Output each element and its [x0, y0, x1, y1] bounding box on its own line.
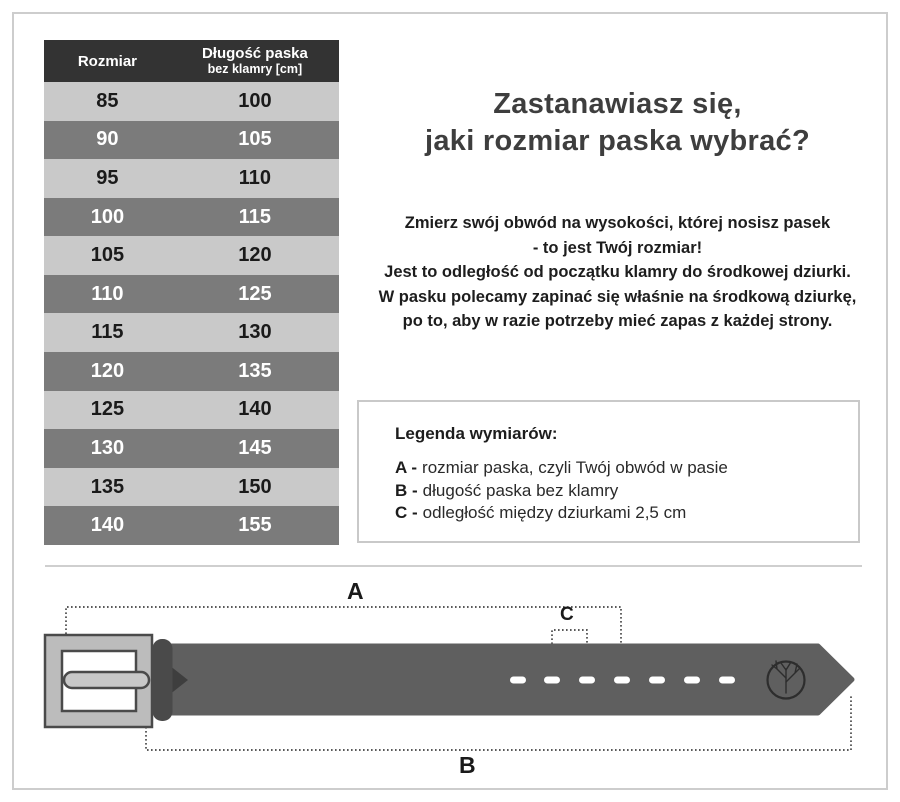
belt-buckle [45, 635, 152, 727]
cell-rozmiar: 85 [96, 89, 119, 112]
cell-rozmiar: 125 [90, 398, 125, 421]
belt-hole [719, 677, 735, 684]
cell-rozmiar: 95 [96, 166, 119, 189]
cell-dlugosc: 120 [238, 244, 272, 267]
cell-rozmiar: 90 [96, 128, 119, 151]
dimension-label-c: C [560, 604, 574, 625]
buckle-prong [64, 672, 149, 688]
dimension-label-a: A [347, 578, 364, 604]
cell-dlugosc: 150 [238, 475, 272, 498]
cell-dlugosc: 140 [238, 398, 272, 421]
intro-line: W pasku polecamy zapinać się właśnie na środkową dziurkę, [378, 287, 857, 306]
legend-item-text: odległość między dziurkami 2,5 cm [422, 503, 687, 522]
cell-rozmiar: 105 [90, 244, 125, 267]
cell-rozmiar: 130 [90, 436, 125, 459]
belt-strap [158, 646, 852, 713]
cell-rozmiar: 135 [90, 475, 125, 498]
belt-hole [684, 677, 700, 684]
cell-rozmiar: 140 [90, 514, 125, 537]
legend-item-key: A - [395, 458, 418, 477]
legend-item-key: C - [395, 503, 418, 522]
cell-dlugosc: 100 [238, 89, 272, 112]
header-rozmiar: Rozmiar [77, 52, 138, 70]
intro-line: Zmierz swój obwód na wysokości, której nosisz pasek [404, 214, 831, 232]
cell-dlugosc: 155 [238, 514, 272, 537]
belt-hole [544, 677, 560, 684]
cell-dlugosc: 115 [238, 205, 272, 228]
header-dlugosc: Długość paska bez klamry [cm] [201, 45, 308, 77]
intro-line: po to, aby w razie potrzeby mieć zapas z każdej strony. [402, 312, 833, 330]
cell-dlugosc: 130 [238, 321, 272, 344]
cell-rozmiar: 115 [91, 321, 124, 344]
intro-line: - to jest Twój rozmiar! [532, 238, 703, 257]
cell-rozmiar: 120 [90, 359, 125, 382]
legend-title: Legenda wymiarów: [395, 424, 558, 443]
dimension-label-b: B [459, 752, 476, 778]
intro-line: Jest to odległość od początku klamry do środkowej dziurki. [384, 263, 851, 281]
legend-item-text: długość paska bez klamry [422, 480, 619, 500]
cell-dlugosc: 145 [238, 436, 272, 459]
cell-dlugosc: 110 [238, 166, 272, 189]
belt-hole [510, 677, 526, 684]
page-title-line2: jaki rozmiar paska wybrać? [425, 125, 810, 157]
belt-loop [153, 639, 173, 721]
cell-rozmiar: 100 [90, 205, 125, 228]
belt-hole [614, 677, 630, 684]
cell-dlugosc: 105 [238, 128, 272, 151]
page-title-line1: Zastanawiasz się, [493, 88, 742, 120]
cell-dlugosc: 135 [238, 359, 272, 382]
legend-item-key: B - [395, 480, 418, 500]
cell-rozmiar: 110 [91, 282, 124, 305]
cell-dlugosc: 125 [238, 282, 272, 305]
belt-hole [649, 677, 665, 684]
belt-hole [579, 677, 595, 684]
legend-item-text: rozmiar paska, czyli Twój obwód w pasie [422, 458, 728, 477]
